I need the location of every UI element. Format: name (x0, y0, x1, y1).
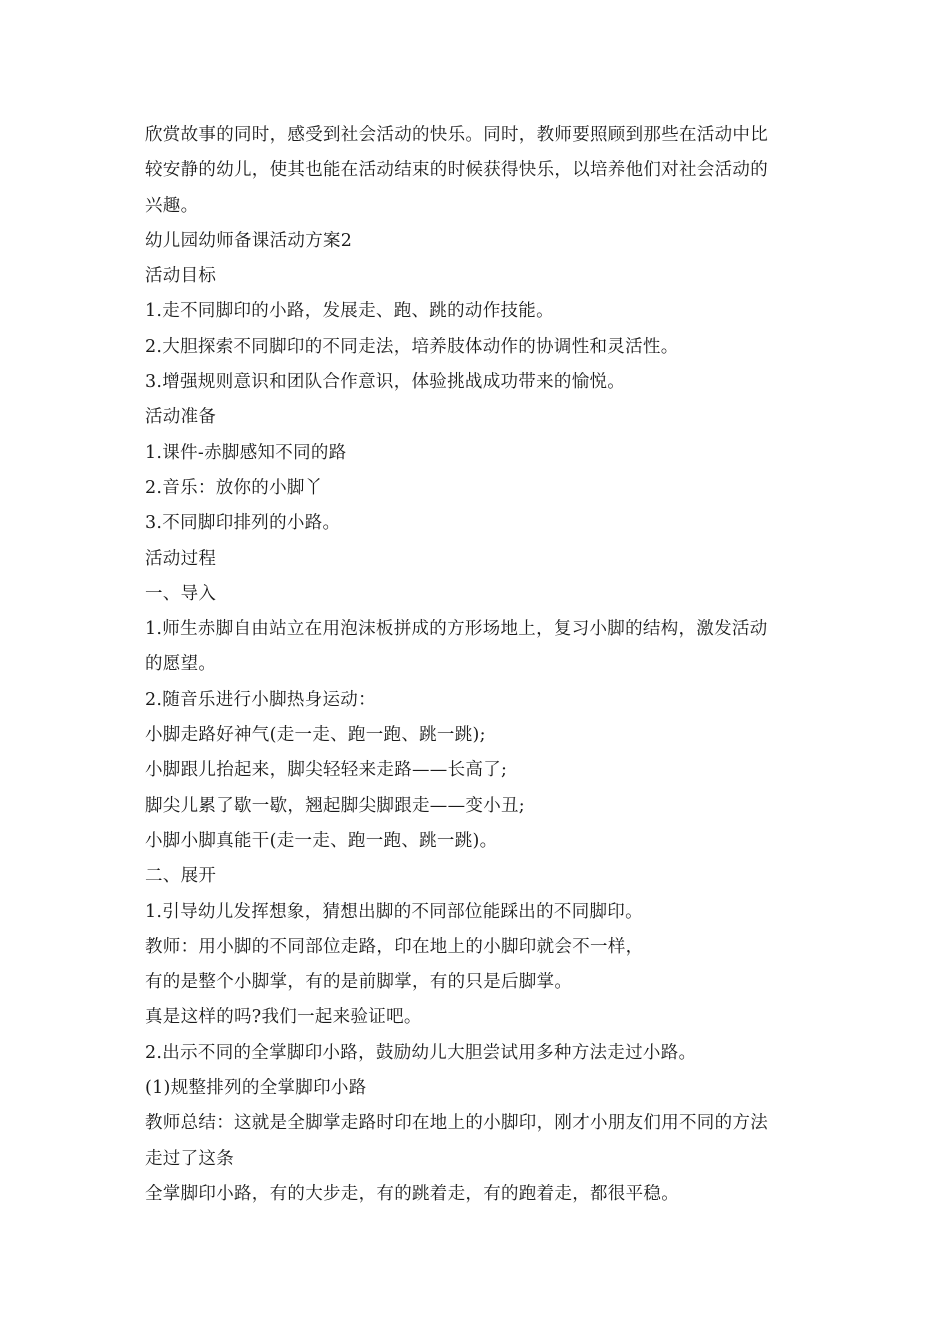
heading-activity-goals: 活动目标 (145, 266, 217, 287)
text-line: 小脚走路好神气(走一走、跑一跑、跳一跳); (145, 725, 486, 746)
list-item: 1.走不同脚印的小路，发展走、跑、跳的动作技能。 (145, 301, 554, 322)
list-item: 2.大胆探索不同脚印的不同走法，培养肢体动作的协调性和灵活性。 (145, 336, 679, 357)
section-title: 幼儿园幼师备课活动方案2 (145, 230, 353, 251)
text-line: 有的是整个小脚掌，有的是前脚掌，有的只是后脚掌。 (145, 972, 573, 993)
text-line: 1.引导幼儿发挥想象，猜想出脚的不同部位能踩出的不同脚印。 (145, 901, 643, 922)
text-line: 较安静的幼儿，使其也能在活动结束的时候获得快乐，以培养他们对社会活动的 (145, 160, 768, 181)
list-item: 3.不同脚印排列的小路。 (145, 513, 341, 534)
text-line: 2.出示不同的全掌脚印小路，鼓励幼儿大胆尝试用多种方法走过小路。 (145, 1042, 697, 1063)
list-item: 3.增强规则意识和团队合作意识，体验挑战成功带来的愉悦。 (145, 372, 626, 393)
subheading-development: 二、展开 (145, 866, 217, 887)
heading-activity-process: 活动过程 (145, 548, 217, 569)
text-line: 真是这样的吗?我们一起来验证吧。 (145, 1007, 422, 1028)
list-item: 1.课件-赤脚感知不同的路 (145, 442, 347, 463)
subheading-intro: 一、导入 (145, 583, 217, 604)
text-line: 小脚小脚真能干(走一走、跑一跑、跳一跳)。 (145, 830, 498, 851)
text-line: 兴趣。 (145, 195, 199, 216)
document-body (145, 118, 810, 1212)
list-item: 2.音乐：放你的小脚丫 (145, 477, 323, 498)
text-line: (1)规整排列的全掌脚印小路 (145, 1078, 367, 1099)
text-line: 1.师生赤脚自由站立在用泡沫板拼成的方形场地上，复习小脚的结构，激发活动 (145, 619, 768, 640)
text-line: 2.随音乐进行小脚热身运动： (145, 689, 376, 710)
text-line: 脚尖儿累了歇一歇，翘起脚尖脚跟走——变小丑; (145, 795, 525, 816)
text-line: 的愿望。 (145, 654, 217, 675)
text-line: 欣赏故事的同时，感受到社会活动的快乐。同时，教师要照顾到那些在活动中比 (145, 125, 768, 145)
text-line: 小脚跟儿抬起来，脚尖轻轻来走路——长高了; (145, 760, 508, 781)
text-line: 走过了这条 (145, 1148, 234, 1169)
text-line: 教师总结：这就是全脚掌走路时印在地上的小脚印，刚才小朋友们用不同的方法 (145, 1113, 768, 1134)
text-line: 教师：用小脚的不同部位走路，印在地上的小脚印就会不一样， (145, 936, 644, 957)
heading-activity-preparation: 活动准备 (145, 407, 217, 428)
text-line: 全掌脚印小路，有的大步走，有的跳着走，有的跑着走，都很平稳。 (145, 1183, 679, 1204)
